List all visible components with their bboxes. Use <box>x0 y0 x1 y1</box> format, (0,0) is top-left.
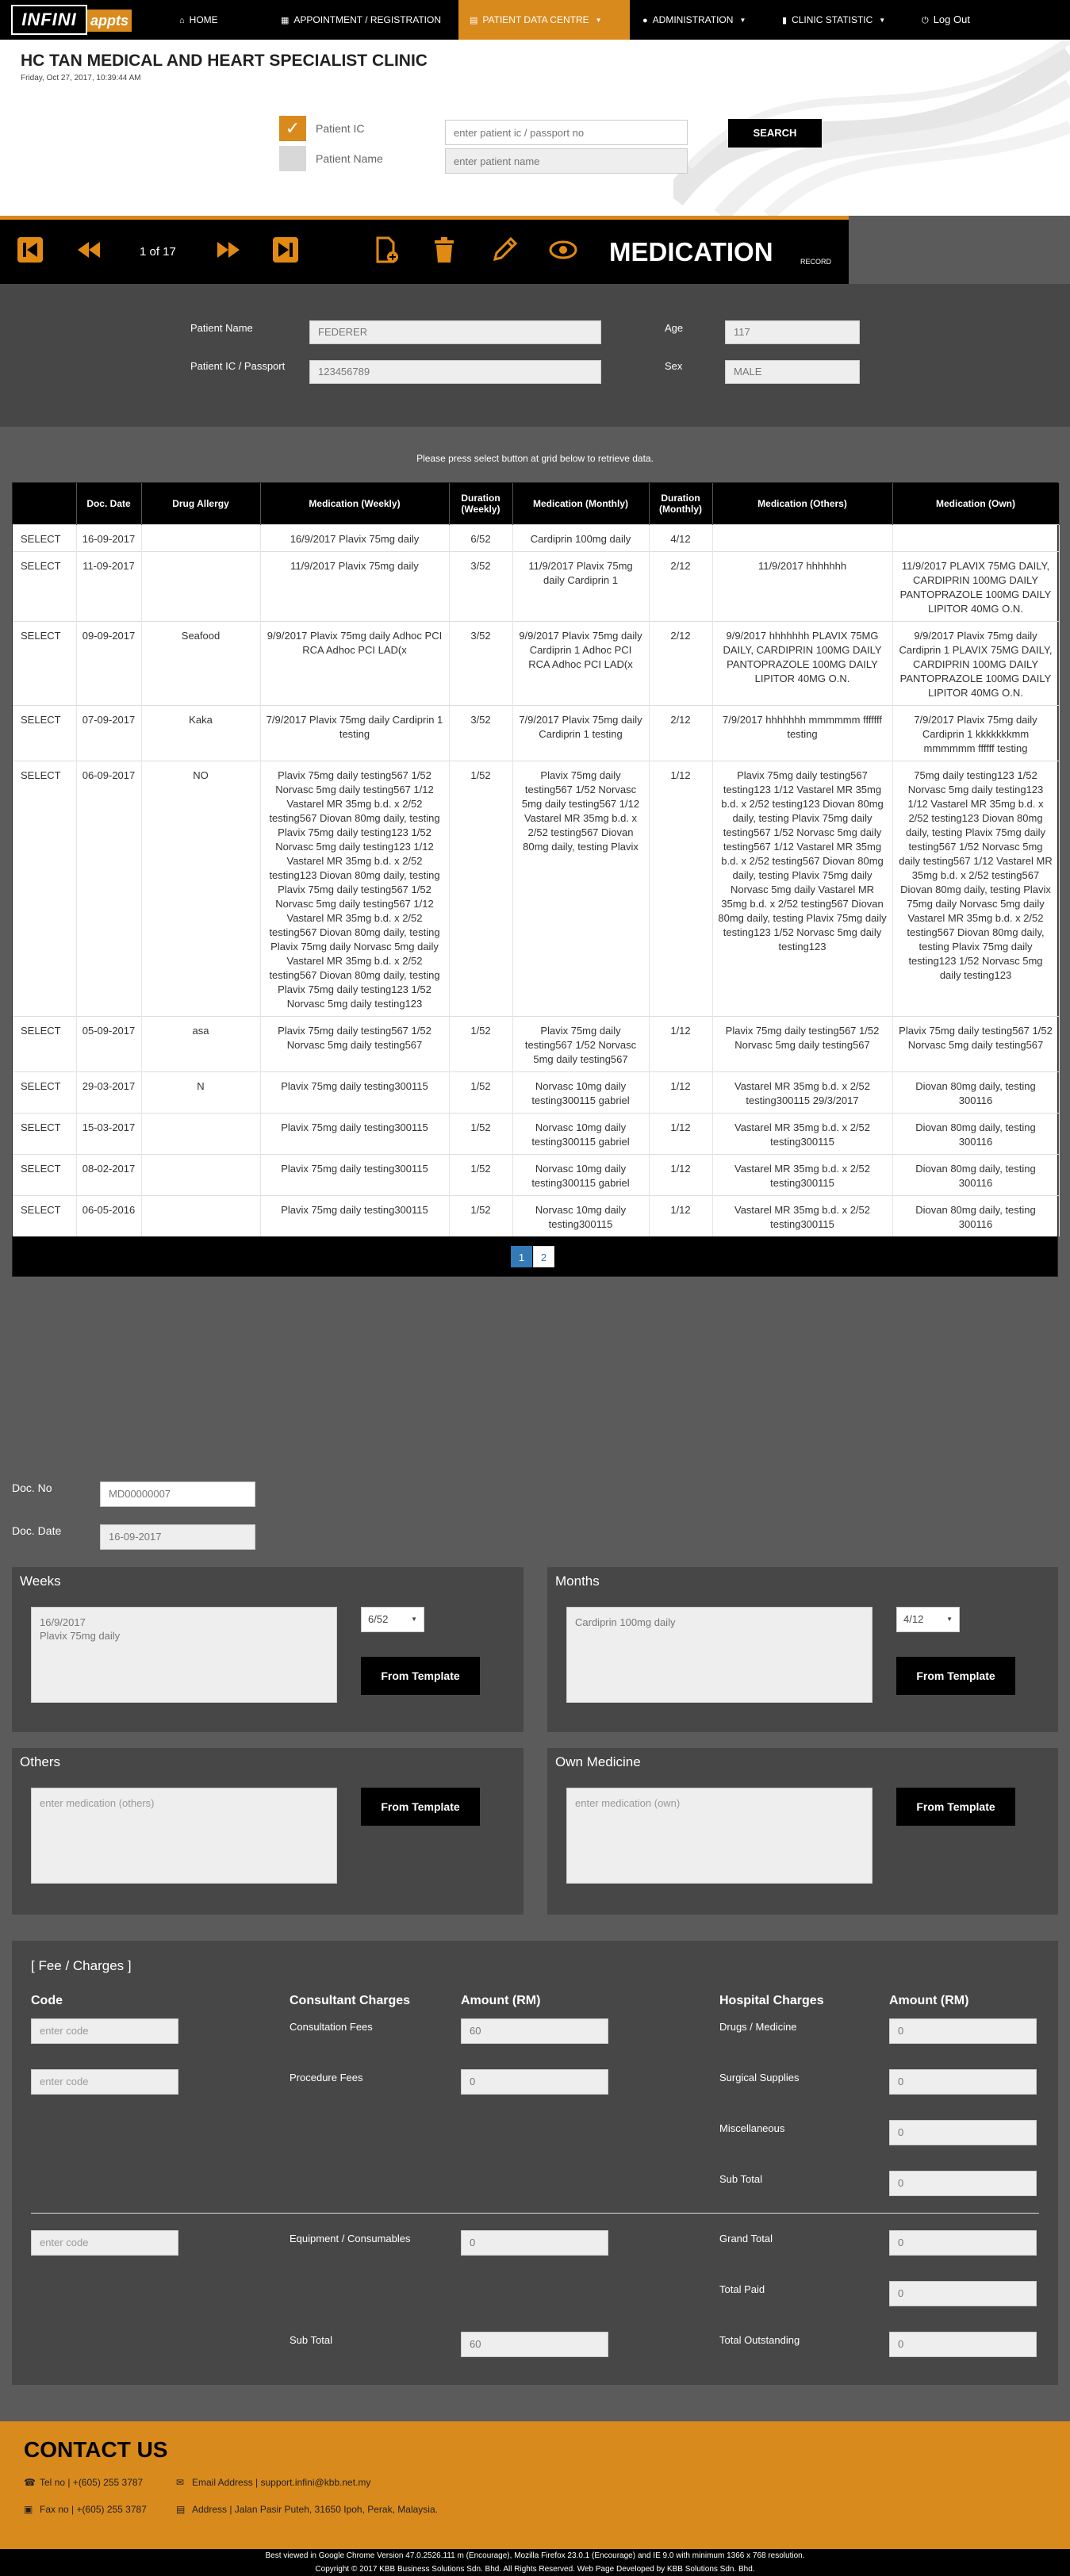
patient-ic-label: Patient IC <box>316 122 365 135</box>
cell-medication-others: Vastarel MR 35mg b.d. x 2/52 testing300115 29/3/2017 <box>712 1071 892 1113</box>
contact-section <box>0 2421 1070 2549</box>
cell-medication-others: 11/9/2017 hhhhhhh <box>712 551 892 621</box>
cell-doc-date: 05-09-2017 <box>76 1016 141 1071</box>
weeks-title: Weeks <box>20 1574 61 1589</box>
fax-icon: ▣ <box>24 2504 33 2515</box>
table-row <box>13 1071 1059 1113</box>
view-icon[interactable] <box>547 236 579 267</box>
doc-date-field[interactable]: 16-09-2017 <box>100 1524 255 1550</box>
grid-pagination <box>13 1236 1057 1276</box>
cell-drug-allergy <box>141 524 260 551</box>
col-header-medication-others: Medication (Others) <box>712 483 892 524</box>
col-header-duration-weekly: Duration (Weekly) <box>449 483 512 524</box>
cell-medication-monthly: Cardiprin 100mg daily <box>512 524 649 551</box>
hospital-sub-total-label: Sub Total <box>719 2173 762 2185</box>
record-pager-text: 1 of 17 <box>140 245 176 259</box>
cell-duration-monthly: 1/12 <box>649 1016 712 1071</box>
hospital-sub-total-input[interactable]: 0 <box>889 2171 1037 2196</box>
row-select-button[interactable]: SELECT <box>13 524 76 551</box>
doc-date-label: Doc. Date <box>12 1524 62 1537</box>
table-row <box>13 1113 1059 1154</box>
dropdown-arrow-icon: ▼ <box>411 1616 417 1623</box>
cell-medication-others: 9/9/2017 hhhhhhh PLAVIX 75MG DAILY, CARDIPRIN 100MG DAILY PANTOPRAZOLE 100MG DAILY LIPITOR 40MG O.N. <box>712 621 892 705</box>
cell-drug-allergy <box>141 551 260 621</box>
patient-ic-checkbox[interactable]: ✓ <box>279 116 306 141</box>
nav-home[interactable] <box>179 0 218 40</box>
cell-drug-allergy <box>141 1113 260 1154</box>
address-icon: ▤ <box>176 2504 186 2515</box>
cell-medication-others: Vastarel MR 35mg b.d. x 2/52 testing300115 <box>712 1113 892 1154</box>
row-select-button[interactable]: SELECT <box>13 1113 76 1154</box>
chart-icon: ▮ <box>782 16 788 25</box>
home-icon: ⌂ <box>179 16 185 25</box>
fees-divider <box>31 2213 1039 2214</box>
others-medication-textarea[interactable]: enter medication (others) <box>31 1788 337 1884</box>
patient-ic-field[interactable]: 123456789 <box>309 360 601 384</box>
row-select-button[interactable]: SELECT <box>13 621 76 705</box>
cell-medication-weekly: Plavix 75mg daily testing300115 <box>260 1071 449 1113</box>
table-row <box>13 1016 1059 1071</box>
nav-appointment[interactable] <box>281 0 441 40</box>
others-from-template-button[interactable]: From Template <box>361 1788 480 1826</box>
cell-medication-own: 7/9/2017 Plavix 75mg daily Cardiprin 1 kkkkkkkmm mmmmmm ffffff testing <box>892 705 1059 761</box>
cell-duration-monthly: 2/12 <box>649 705 712 761</box>
col-header-medication-weekly: Medication (Weekly) <box>260 483 449 524</box>
history-table <box>13 483 1060 1236</box>
months-panel <box>547 1567 1058 1732</box>
contact-address-text: Address | Jalan Pasir Puteh, 31650 Ipoh, Perak, Malaysia. <box>192 2504 438 2515</box>
cell-medication-monthly: Norvasc 10mg daily testing300115 gabriel <box>512 1154 649 1195</box>
table-row <box>13 1195 1059 1236</box>
medication-history-section <box>0 427 1070 1442</box>
footer-copyright: Copyright © 2017 KBB Business Solutions Sdn. Bhd. All Rights Reserved. Web Page Developed by KBB Solutions Sdn. Bhd. <box>315 2565 755 2574</box>
weeks-duration-select[interactable] <box>361 1607 424 1632</box>
col-header-medication-monthly: Medication (Monthly) <box>512 483 649 524</box>
row-select-button[interactable]: SELECT <box>13 1016 76 1071</box>
next-record-icon[interactable] <box>213 236 244 267</box>
cell-doc-date: 08-02-2017 <box>76 1154 141 1195</box>
drugs-medicine-input[interactable]: 0 <box>889 2018 1037 2044</box>
consultation-fees-label: Consultation Fees <box>290 2021 373 2033</box>
cell-drug-allergy <box>141 1195 260 1236</box>
consultation-code-input[interactable]: enter code <box>31 2018 178 2044</box>
cell-duration-monthly: 1/12 <box>649 1195 712 1236</box>
cell-doc-date: 09-09-2017 <box>76 621 141 705</box>
logo-infini-text: INFINI <box>11 5 87 35</box>
contact-tel <box>24 2477 143 2488</box>
cell-medication-others: Vastarel MR 35mg b.d. x 2/52 testing300115 <box>712 1195 892 1236</box>
patient-name-label: Patient Name <box>316 152 383 165</box>
contact-tel-text: Tel no | +(605) 255 3787 <box>40 2477 144 2488</box>
cell-medication-monthly: 7/9/2017 Plavix 75mg daily Cardiprin 1 testing <box>512 705 649 761</box>
row-select-button[interactable]: SELECT <box>13 1071 76 1113</box>
cell-medication-own: 11/9/2017 PLAVIX 75MG DAILY, CARDIPRIN 100MG DAILY PANTOPRAZOLE 100MG DAILY LIPITOR 40MG O.N. <box>892 551 1059 621</box>
patient-name-checkbox[interactable] <box>279 146 306 171</box>
miscellaneous-input[interactable]: 0 <box>889 2120 1037 2145</box>
row-select-button[interactable]: SELECT <box>13 705 76 761</box>
cell-medication-own <box>892 524 1059 551</box>
surgical-supplies-label: Surgical Supplies <box>719 2072 800 2083</box>
cell-doc-date: 15-03-2017 <box>76 1113 141 1154</box>
cell-medication-others: Vastarel MR 35mg b.d. x 2/52 testing300115 <box>712 1154 892 1195</box>
cell-medication-monthly: Plavix 75mg daily testing567 1/52 Norvasc 5mg daily testing567 <box>512 1016 649 1071</box>
new-record-icon[interactable] <box>370 236 401 267</box>
cell-duration-monthly: 1/12 <box>649 1113 712 1154</box>
grand-total-label: Grand Total <box>719 2233 773 2244</box>
months-from-template-button[interactable]: From Template <box>896 1657 1015 1695</box>
phone-icon: ☎ <box>24 2477 36 2488</box>
search-button[interactable]: SEARCH <box>728 119 822 148</box>
table-row <box>13 761 1059 1016</box>
user-icon: ● <box>642 16 648 25</box>
grid-instruction: Please press select button at grid below to retrieve data. <box>416 453 654 464</box>
code-header: Code <box>31 1994 63 2007</box>
folder-icon: ▤ <box>470 16 478 25</box>
own-from-template-button[interactable]: From Template <box>896 1788 1015 1826</box>
cell-duration-weekly: 1/52 <box>449 1195 512 1236</box>
patient-name-input[interactable] <box>445 148 688 174</box>
miscellaneous-label: Miscellaneous <box>719 2122 785 2134</box>
cell-duration-monthly: 1/12 <box>649 761 712 1016</box>
nav-administration-label: ADMINISTRATION <box>652 14 734 25</box>
cell-medication-weekly: Plavix 75mg daily testing567 1/52 Norvasc 5mg daily testing567 1/12 Vastarel MR 35mg b.d. x 2/52 testing567 Diovan 80mg daily, testing Plavix 75mg daily testing123 1/52 Norvasc 5mg daily testing123 1/12 Vastarel MR 35mg b.d. x 2/52 testing123 Diovan 80mg daily, testing Plavix 75mg daily testing567 1/52 Norvasc 5mg daily testing567 1/12 Vastarel MR 35mg b.d. x 2/52 testing567 Diovan 80mg daily, testing Plavix 75mg daily Norvasc 5mg daily Vastarel MR 35mg b.d. x 2/52 testing567 Diovan 80mg daily, testing Plavix 75mg daily testing123 1/52 Norvasc 5mg daily testing123 <box>260 761 449 1016</box>
top-nav <box>0 0 1070 40</box>
cell-medication-own: Diovan 80mg daily, testing 300116 <box>892 1195 1059 1236</box>
current-datetime: Friday, Oct 27, 2017, 10:39:44 AM <box>21 74 141 82</box>
app-logo[interactable] <box>11 5 127 35</box>
cell-duration-weekly: 1/52 <box>449 1113 512 1154</box>
caret-down-icon: ▼ <box>739 16 746 24</box>
page-header <box>0 40 1070 216</box>
cell-doc-date: 29-03-2017 <box>76 1071 141 1113</box>
dropdown-arrow-icon: ▼ <box>946 1616 953 1623</box>
cell-drug-allergy: N <box>141 1071 260 1113</box>
cell-medication-own: Diovan 80mg daily, testing 300116 <box>892 1071 1059 1113</box>
others-title: Others <box>20 1754 61 1769</box>
cell-duration-monthly: 2/12 <box>649 621 712 705</box>
cell-doc-date: 07-09-2017 <box>76 705 141 761</box>
sex-label: Sex <box>665 360 683 372</box>
logout-icon: ⏻ <box>922 16 929 25</box>
nav-logout[interactable] <box>922 0 970 40</box>
procedure-fees-label: Procedure Fees <box>290 2072 363 2083</box>
table-row <box>13 705 1059 761</box>
first-record-icon[interactable] <box>14 236 46 267</box>
logo-apps-text: appts <box>87 10 132 32</box>
cell-medication-weekly: 16/9/2017 Plavix 75mg daily <box>260 524 449 551</box>
months-duration-value: 4/12 <box>903 1613 924 1625</box>
equipment-code-input[interactable]: enter code <box>31 2230 178 2256</box>
own-medicine-title: Own Medicine <box>555 1754 641 1769</box>
cell-medication-monthly: 9/9/2017 Plavix 75mg daily Cardiprin 1 Adhoc PCI RCA Adhoc PCI LAD(x <box>512 621 649 705</box>
cell-doc-date: 06-09-2017 <box>76 761 141 1016</box>
weeks-medication-textarea[interactable]: 16/9/2017 Plavix 75mg daily <box>31 1607 337 1703</box>
age-label: Age <box>665 322 684 334</box>
cell-medication-own: 9/9/2017 Plavix 75mg daily Cardiprin 1 PLAVIX 75MG DAILY, CARDIPRIN 100MG DAILY PANTOPRAZOLE 100MG DAILY LIPITOR 40MG O.N. <box>892 621 1059 705</box>
cell-medication-weekly: 11/9/2017 Plavix 75mg daily <box>260 551 449 621</box>
row-select-button[interactable]: SELECT <box>13 551 76 621</box>
fee-charges-panel <box>12 1941 1058 2385</box>
cell-medication-weekly: 7/9/2017 Plavix 75mg daily Cardiprin 1 testing <box>260 705 449 761</box>
drugs-medicine-label: Drugs / Medicine <box>719 2021 797 2033</box>
total-paid-input[interactable]: 0 <box>889 2281 1037 2306</box>
age-field[interactable]: 117 <box>725 320 860 344</box>
cell-drug-allergy: Seafood <box>141 621 260 705</box>
calendar-icon: ▦ <box>281 16 290 25</box>
nav-clinic-statistic[interactable] <box>782 0 885 40</box>
cell-medication-others: Plavix 75mg daily testing567 testing123 1/12 Vastarel MR 35mg b.d. x 2/52 testing123 Diovan 80mg daily, testing Plavix 75mg daily testing567 1/52 Norvasc 5mg daily testing567 1/12 Vastarel MR 35mg b.d. x 2/52 testing567 Diovan 80mg daily, testing Plavix 75mg daily Norvasc 5mg daily Vastarel MR 35mg b.d. x 2/52 testing567 Diovan 80mg daily, testing Plavix 75mg daily testing123 1/52 Norvasc 5mg daily testing123 <box>712 761 892 1016</box>
months-title: Months <box>555 1574 600 1589</box>
cell-medication-own: Plavix 75mg daily testing567 1/52 Norvasc 5mg daily testing567 <box>892 1016 1059 1071</box>
cell-medication-own: 75mg daily testing123 1/52 Norvasc 5mg daily testing123 1/12 Vastarel MR 35mg b.d. x 2/52 testing123 Diovan 80mg daily, testing Plavix 75mg daily testing567 1/52 Norvasc 5mg daily testing567 1/12 Vastarel MR 35mg b.d. x 2/52 testing567 Diovan 80mg daily, testing Plavix 75mg daily Norvasc 5mg daily Vastarel MR 35mg b.d. x 2/52 testing567 Diovan 80mg daily, testing Plavix 75mg daily testing123 1/52 Norvasc 5mg daily testing123 <box>892 761 1059 1016</box>
nav-appointment-label: APPOINTMENT / REGISTRATION <box>293 14 441 25</box>
table-row <box>13 524 1059 551</box>
cell-duration-weekly: 3/52 <box>449 621 512 705</box>
nav-clinic-statistic-label: CLINIC STATISTIC <box>792 14 873 25</box>
edit-icon[interactable] <box>489 236 520 267</box>
cell-medication-monthly: 11/9/2017 Plavix 75mg daily Cardiprin 1 <box>512 551 649 621</box>
patient-info-panel <box>0 284 1070 427</box>
others-panel <box>12 1748 523 1915</box>
cell-medication-weekly: Plavix 75mg daily testing300115 <box>260 1154 449 1195</box>
hospital-charges-header: Hospital Charges <box>719 1994 824 2007</box>
cell-medication-monthly: Plavix 75mg daily testing567 1/52 Norvasc 5mg daily testing567 1/12 Vastarel MR 35mg b.d. x 2/52 testing567 Diovan 80mg daily, testing Plavix <box>512 761 649 1016</box>
own-medication-textarea[interactable]: enter medication (own) <box>566 1788 872 1884</box>
equipment-consumables-input[interactable]: 0 <box>461 2230 608 2256</box>
patient-ic-input[interactable] <box>445 120 688 145</box>
total-outstanding-label: Total Outstanding <box>719 2334 800 2346</box>
weeks-duration-value: 6/52 <box>368 1613 389 1625</box>
weeks-panel <box>12 1567 523 1732</box>
table-row <box>13 551 1059 621</box>
procedure-fees-input[interactable]: 0 <box>461 2069 608 2095</box>
caret-down-icon: ▼ <box>595 16 602 24</box>
cell-medication-others: 7/9/2017 hhhhhhh mmmmmm fffffff testing <box>712 705 892 761</box>
cell-duration-weekly: 6/52 <box>449 524 512 551</box>
cell-drug-allergy <box>141 1154 260 1195</box>
cell-medication-weekly: Plavix 75mg daily testing567 1/52 Norvasc 5mg daily testing567 <box>260 1016 449 1071</box>
hospital-amount-header: Amount (RM) <box>889 1994 969 2007</box>
equipment-consumables-label: Equipment / Consumables <box>290 2233 411 2244</box>
cell-duration-weekly: 3/52 <box>449 551 512 621</box>
cell-medication-weekly: Plavix 75mg daily testing300115 <box>260 1113 449 1154</box>
history-header-row <box>13 483 1059 524</box>
row-select-button[interactable]: SELECT <box>13 1195 76 1236</box>
page-2-button[interactable]: 2 <box>533 1246 554 1267</box>
cell-medication-others: Plavix 75mg daily testing567 1/52 Norvasc 5mg daily testing567 <box>712 1016 892 1071</box>
cell-duration-monthly: 1/12 <box>649 1154 712 1195</box>
procedure-code-input[interactable]: enter code <box>31 2069 178 2095</box>
cell-duration-weekly: 1/52 <box>449 761 512 1016</box>
footer-browser-note: Best viewed in Google Chrome Version 47.0.2526.111 m (Encourage), Mozilla Firefox 23.0.1 (Encourage) and IE 9.0 with minimum 1366 x 768 resolution. <box>265 2551 805 2560</box>
table-row <box>13 1154 1059 1195</box>
consultant-sub-total-input[interactable]: 60 <box>461 2332 608 2357</box>
cell-medication-monthly: Norvasc 10mg daily testing300115 gabriel <box>512 1113 649 1154</box>
consultation-fees-input[interactable]: 60 <box>461 2018 608 2044</box>
col-header-duration-monthly: Duration (Monthly) <box>649 483 712 524</box>
cell-medication-weekly: Plavix 75mg daily testing300115 <box>260 1195 449 1236</box>
contact-title: CONTACT US <box>24 2437 168 2462</box>
doc-no-field[interactable]: MD00000007 <box>100 1482 255 1507</box>
sex-field[interactable]: MALE <box>725 360 860 384</box>
previous-record-icon[interactable] <box>73 236 105 267</box>
cell-doc-date: 16-09-2017 <box>76 524 141 551</box>
cell-medication-others <box>712 524 892 551</box>
page-1-button[interactable]: 1 <box>511 1246 532 1267</box>
cell-drug-allergy: asa <box>141 1016 260 1071</box>
cell-duration-monthly: 4/12 <box>649 524 712 551</box>
consultant-charges-header: Consultant Charges <box>290 1994 411 2007</box>
record-title: MEDICATION <box>609 237 773 266</box>
history-grid <box>12 482 1058 1277</box>
nav-home-label: HOME <box>189 14 218 25</box>
delete-icon[interactable] <box>428 236 460 267</box>
patient-name-field[interactable]: FEDERER <box>309 320 601 344</box>
contact-email-text[interactable]: Email Address | support.infini@kbb.net.my <box>192 2477 371 2488</box>
row-select-button[interactable]: SELECT <box>13 1154 76 1195</box>
contact-fax <box>24 2504 147 2515</box>
cell-drug-allergy: NO <box>141 761 260 1016</box>
cell-medication-monthly: Norvasc 10mg daily testing300115 <box>512 1195 649 1236</box>
caret-down-icon: ▼ <box>879 16 886 24</box>
doc-no-label: Doc. No <box>12 1482 52 1494</box>
nav-administration[interactable] <box>642 0 746 40</box>
total-paid-label: Total Paid <box>719 2283 765 2295</box>
cell-medication-own: Diovan 80mg daily, testing 300116 <box>892 1154 1059 1195</box>
record-subtitle: RECORD <box>800 258 832 266</box>
clinic-title: HC TAN MEDICAL AND HEART SPECIALIST CLINIC <box>21 52 428 70</box>
contact-email <box>176 2477 370 2488</box>
email-icon: ✉ <box>176 2477 185 2488</box>
contact-fax-text: Fax no | +(605) 255 3787 <box>40 2504 147 2515</box>
consultant-amount-header: Amount (RM) <box>461 1994 541 2007</box>
col-header-medication-own: Medication (Own) <box>892 483 1059 524</box>
table-row <box>13 621 1059 705</box>
contact-address <box>176 2504 438 2515</box>
months-duration-select[interactable] <box>896 1607 960 1632</box>
cell-duration-weekly: 1/52 <box>449 1071 512 1113</box>
cell-duration-weekly: 1/52 <box>449 1016 512 1071</box>
cell-medication-monthly: Norvasc 10mg daily testing300115 gabriel <box>512 1071 649 1113</box>
nav-logout-label: Log Out <box>933 13 970 25</box>
cell-duration-weekly: 1/52 <box>449 1154 512 1195</box>
patient-ic-info-label: Patient IC / Passport <box>190 360 286 372</box>
nav-patient-data-centre-label: PATIENT DATA CENTRE <box>482 14 589 25</box>
col-header-doc-date: Doc. Date <box>76 483 141 524</box>
fees-title: [ Fee / Charges ] <box>31 1958 132 1973</box>
cell-drug-allergy: Kaka <box>141 705 260 761</box>
weeks-from-template-button[interactable]: From Template <box>361 1657 480 1695</box>
grand-total-input[interactable]: 0 <box>889 2230 1037 2256</box>
cell-duration-monthly: 1/12 <box>649 1071 712 1113</box>
last-record-icon[interactable] <box>270 236 301 267</box>
cell-duration-weekly: 3/52 <box>449 705 512 761</box>
cell-medication-weekly: 9/9/2017 Plavix 75mg daily Adhoc PCI RCA Adhoc PCI LAD(x <box>260 621 449 705</box>
cell-doc-date: 06-05-2016 <box>76 1195 141 1236</box>
consultant-sub-total-label: Sub Total <box>290 2334 332 2346</box>
surgical-supplies-input[interactable]: 0 <box>889 2069 1037 2095</box>
cell-doc-date: 11-09-2017 <box>76 551 141 621</box>
cell-medication-own: Diovan 80mg daily, testing 300116 <box>892 1113 1059 1154</box>
patient-name-info-label: Patient Name <box>190 322 253 334</box>
cell-duration-monthly: 2/12 <box>649 551 712 621</box>
months-medication-textarea[interactable]: Cardiprin 100mg daily <box>566 1607 872 1703</box>
col-header-drug-allergy: Drug Allergy <box>141 483 260 524</box>
row-select-button[interactable]: SELECT <box>13 761 76 1016</box>
col-header-select <box>13 483 76 524</box>
total-outstanding-input[interactable]: 0 <box>889 2332 1037 2357</box>
page-footer <box>0 2549 1070 2576</box>
own-medicine-panel <box>547 1748 1058 1915</box>
nav-patient-data-centre[interactable] <box>458 0 630 40</box>
record-toolbar <box>0 216 849 284</box>
